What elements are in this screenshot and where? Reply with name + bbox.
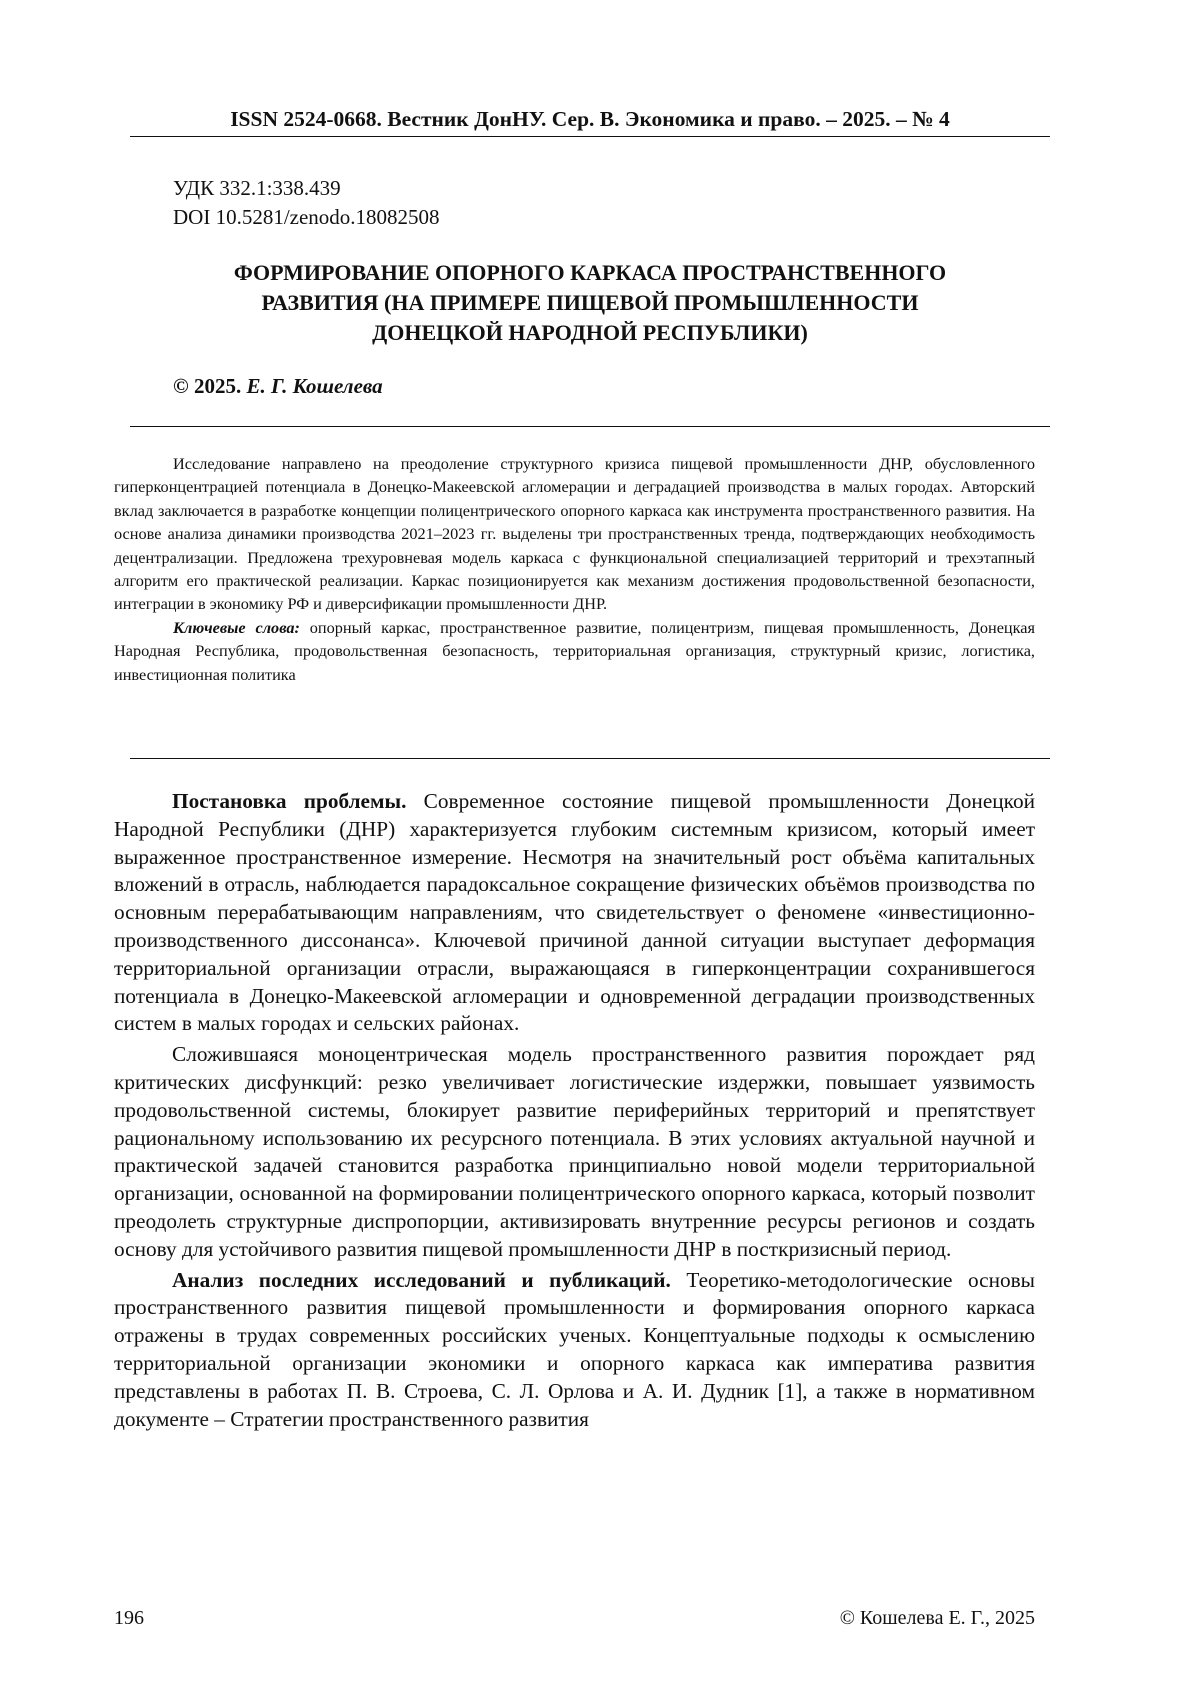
- doi: DOI 10.5281/zenodo.18082508: [173, 205, 440, 229]
- abstract-top-rule: [130, 426, 1050, 427]
- keywords-list: опорный каркас, пространственное развитие, полицентризм, пищевая промышленность, Донецкая Народная Республика, продовольственная безопасность, территориальная организация, структурный кризис, логистика, инвестиционная политика: [114, 617, 1036, 684]
- keywords: [114, 616, 1035, 686]
- header-rule: [130, 136, 1050, 137]
- abstract-bottom-rule: [130, 758, 1050, 759]
- abstract: [114, 452, 1035, 686]
- byline: [173, 372, 383, 400]
- copyright-year: © 2025.: [173, 374, 242, 398]
- paragraph-1: [114, 788, 1035, 1038]
- title-line-1: ФОРМИРОВАНИЕ ОПОРНОГО КАРКАСА ПРОСТРАНСТВЕННОГО: [233, 260, 947, 285]
- article-meta: [173, 174, 440, 232]
- udk-code: УДК 332.1:338.439: [173, 176, 341, 200]
- abstract-text: Исследование направлено на преодоление структурного кризиса пищевой промышленности ДНР, обусловленного гиперконцентрацией потенциала в Донецко-Макеевской агломерации и деградацией производства в малых городах. Авторский вклад заключается в разработке концепции полицентрического опорного каркаса как инструмента пространственного развития. На основе анализа динамики производства 2021–2023 гг. выделены три пространственных тренда, подтверждающих необходимость децентрализации. Предложена трехуровневая модель каркаса с функциональной специализацией территорий и трехэтапный алгоритм его практической реализации. Каркас позиционируется как механизм достижения продовольственной безопасности, интеграции в экономику РФ и диверсификации промышленности ДНР.: [114, 454, 1035, 614]
- paragraph-3-text: Теоретико-методологические основы пространственного развития пищевой промышленности и формирования опорного каркаса отражены в трудах современных российских ученых. Концептуальные подходы к осмыслению территориальной организации экономики и опорного каркаса как императива развития представлены в работах П. В. Строева, С. Л. Орлова и А. И. Дудник [1], а также в нормативном документе – Стратегии пространственного развития: [114, 1267, 1035, 1431]
- paragraph-3: [114, 1267, 1035, 1434]
- title-line-2: РАЗВИТИЯ (НА ПРИМЕРЕ ПИЩЕВОЙ ПРОМЫШЛЕННОСТИ: [261, 290, 919, 315]
- article-body: [114, 788, 1035, 1436]
- paragraph-2: Сложившаяся моноцентрическая модель пространственного развития порождает ряд критических дисфункций: резко увеличивает логистические издержки, повышает уязвимость продовольственной системы, блокирует развитие периферийных территорий и препятствует рациональному использованию их ресурсного потенциала. В этих условиях актуальной научной и практической задачей становится разработка принципиально новой модели территориальной организации, основанной на формировании полицентрического опорного каркаса, который позволит преодолеть структурные диспропорции, активизировать внутренние ресурсы регионов и создать основу для устойчивого развития пищевой промышленности ДНР в посткризисный период.: [114, 1042, 1035, 1261]
- section-heading-analysis: Анализ последних исследований и публикаций.: [172, 1267, 671, 1292]
- paragraph-1-text: Современное состояние пищевой промышленности Донецкой Народной Республики (ДНР) характеризуется глубоким системным кризисом, который имеет выраженное пространственное измерение. Несмотря на значительный рост объёма капитальных вложений в отрасль, наблюдается парадоксальное сокращение физических объёмов производства по основным перерабатывающим направлениям, что свидетельствует о феномене «инвестиционно-производственного диссонанса». Ключевой причиной данной ситуации выступает деформация территориальной организации отрасли, выражающаяся в гиперконцентрации сохранившегося потенциала в Донецко-Макеевской агломерации и одновременной деградации производственных систем в малых городах и сельских районах.: [114, 789, 1035, 1036]
- footer-copyright: © Кошелева Е. Г., 2025: [839, 1607, 1035, 1629]
- keywords-label: Ключевые слова:: [173, 617, 300, 637]
- running-header: ISSN 2524-0668. Вестник ДонНУ. Сер. В. Экономика и право. – 2025. – № 4: [230, 107, 950, 131]
- article-title: [130, 258, 1050, 348]
- title-line-3: ДОНЕЦКОЙ НАРОДНОЙ РЕСПУБЛИКИ): [372, 320, 808, 345]
- page-number: 196: [114, 1607, 144, 1629]
- section-heading-problem: Постановка проблемы.: [172, 789, 407, 813]
- author-name: Е. Г. Кошелева: [246, 374, 383, 398]
